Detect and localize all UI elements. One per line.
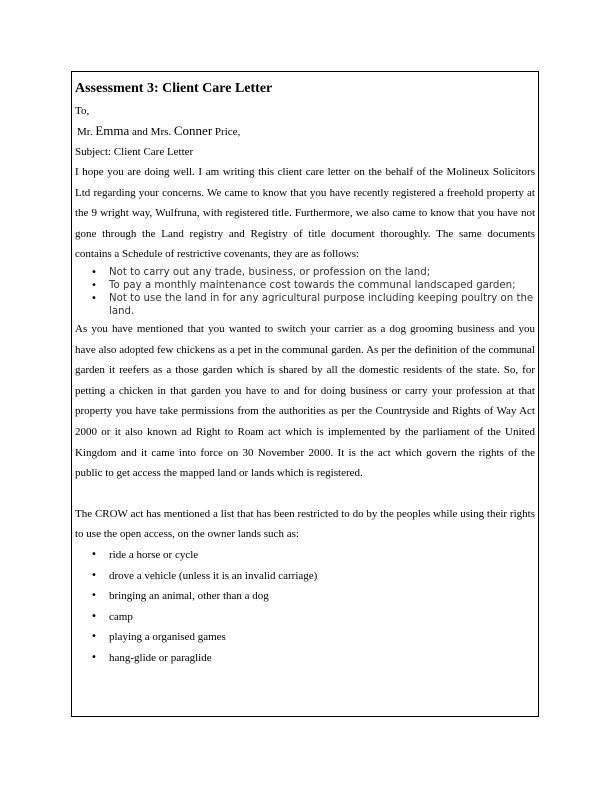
crow-act-paragraph: As you have mentioned that you wanted to switch your carrier as a dog grooming business and you have also adopted few chickens as a pet in the communal garden. As per the definition of the communal garden it reefers as a those garden which is shared by all the domestic residents of the state. So, for petting a chicken in that garden you have to and for doing business or carry your profession at that property you have take permissions from the authorities as per the Countryside and Rights of Way Act 2000 or it also known ad Right to Roam act which is implemented by the parliament of the United Kingdom and it came into force on 30 November 2000. It is the act which govern the rights of the public to get access the mapped land or lands which is registered. <box>75 322 535 480</box>
list-item: • drove a vehicle (unless it is an invalid carriage) <box>75 566 535 587</box>
list-item: • camp <box>75 607 535 628</box>
bullet-icon: • <box>91 569 97 581</box>
recipient-first-name: Emma <box>95 123 130 138</box>
bullet-icon: • <box>91 651 97 663</box>
recipient-surname: Conner <box>173 123 213 138</box>
subject-line: Subject: Client Care Letter <box>75 146 194 158</box>
letter-title: Assessment 3: Client Care Letter <box>75 81 273 96</box>
intro-paragraph: I hope you are doing well. I am writing this client care letter on the behalf of the Molineux Solicitors Ltd regarding your concerns. We came to know that you have recently registered a freehold property at the 9 wright way, Wulfruna, with registered title. Furthermore, we also came to know that you have not gone through the Land registry and Registry of title document thoroughly. The same documents contains a Schedule of restrictive covenants, they are as follows: <box>75 166 535 261</box>
recipient-and-mrs: and Mrs. <box>132 126 172 138</box>
bullet-icon: • <box>91 266 97 278</box>
list-item: • To pay a monthly maintenance cost towards the communal landscaped garden; <box>91 279 516 291</box>
list-item: • bringing an animal, other than a dog <box>75 586 535 607</box>
recipient-line <box>77 121 535 142</box>
list-item: • Not to carry out any trade, business, or profession on the land; <box>91 266 431 278</box>
bullet-icon: • <box>91 548 97 560</box>
letter-frame <box>71 71 539 717</box>
restrictions-list <box>75 545 535 669</box>
list-item: • ride a horse or cycle <box>75 545 535 566</box>
bullet-icon: • <box>91 610 97 622</box>
bullet-icon: • <box>91 590 97 602</box>
covenants-list <box>75 266 535 318</box>
bullet-icon: • <box>91 631 97 643</box>
list-item: • hang-glide or paraglide <box>75 648 535 669</box>
salutation-to: To, <box>75 105 90 117</box>
restrictions-intro-paragraph: The CROW act has mentioned a list that has been restricted to do by the peoples while using their rights to use the open access, on the owner lands such as: <box>75 507 535 541</box>
recipient-mr: Mr. <box>77 126 93 138</box>
bullet-icon: • <box>91 279 97 291</box>
list-item: • Not to use the land in for any agricultural purpose including keeping poultry on the land. <box>91 292 534 317</box>
recipient-price: Price, <box>214 126 241 138</box>
paragraph-spacer <box>75 484 535 504</box>
list-item: • playing a organised games <box>75 627 535 648</box>
bullet-icon: • <box>91 292 97 304</box>
